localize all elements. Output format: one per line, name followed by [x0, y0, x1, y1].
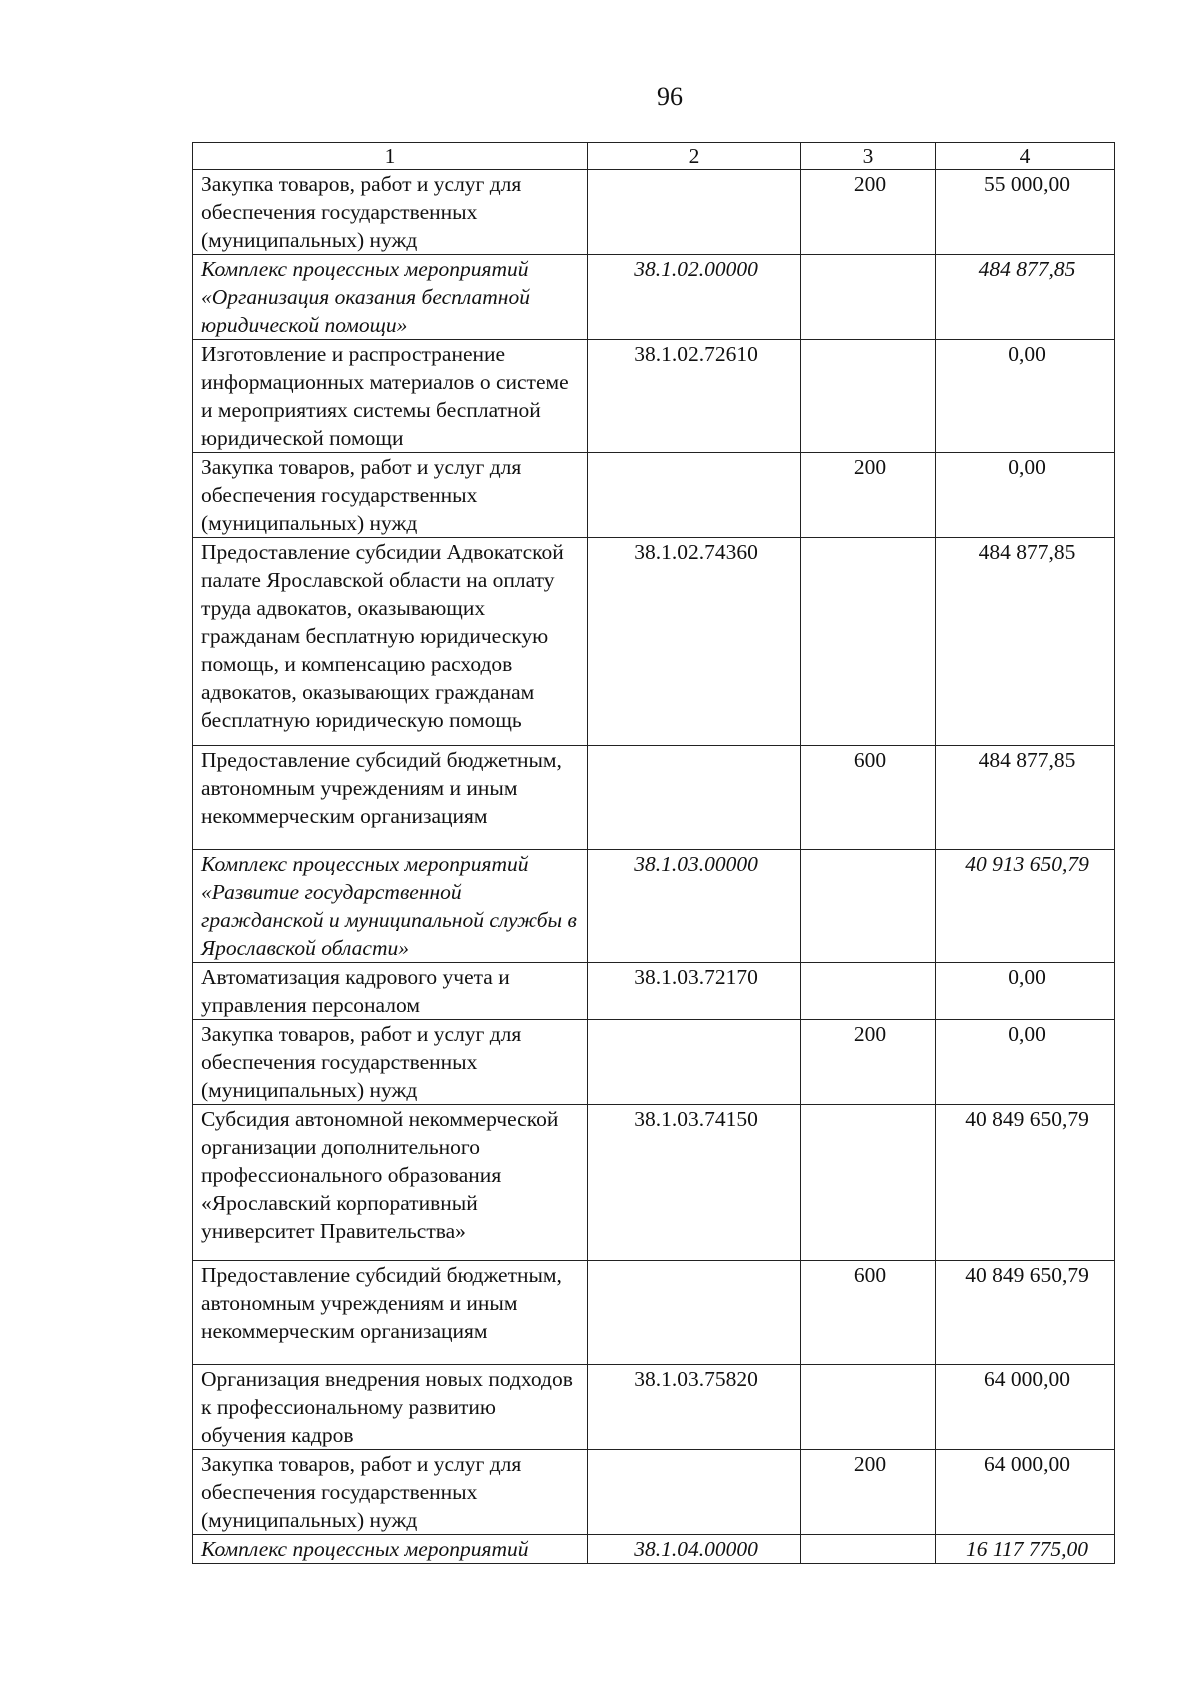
table-row — [193, 453, 1115, 538]
table-body — [193, 170, 1115, 1564]
table-row — [193, 1261, 1115, 1365]
row-type-cell: 200 — [801, 1020, 936, 1105]
row-name-cell: Закупка товаров, работ и услуг для обеспечения государственных (муниципальных) нужд — [193, 453, 588, 538]
table-row — [193, 746, 1115, 850]
table-row — [193, 963, 1115, 1020]
row-code-cell — [588, 1020, 801, 1105]
row-type-cell: 200 — [801, 453, 936, 538]
row-type-cell — [801, 1535, 936, 1564]
row-amount-cell: 484 877,85 — [936, 538, 1115, 746]
budget-table — [192, 142, 1115, 1564]
row-type-cell: 600 — [801, 746, 936, 850]
row-code-cell: 38.1.02.72610 — [588, 340, 801, 453]
row-name-cell: Предоставление субсидии Адвокатской палате Ярославской области на оплату труда адвокатов, оказывающих гражданам бесплатную юридическую помощь, и компенсацию расходов адвокатов, оказывающих гражданам бесплатную юридическую помощь — [193, 538, 588, 746]
row-name-cell: Закупка товаров, работ и услуг для обеспечения государственных (муниципальных) нужд — [193, 170, 588, 255]
row-type-cell — [801, 340, 936, 453]
row-type-cell — [801, 1105, 936, 1261]
row-type-cell — [801, 538, 936, 746]
table-row — [193, 1535, 1115, 1564]
row-name-cell: Субсидия автономной некоммерческой организации дополнительного профессионального образования «Ярославский корпоративный университет Правительства» — [193, 1105, 588, 1261]
table-row — [193, 255, 1115, 340]
row-amount-cell: 0,00 — [936, 340, 1115, 453]
table-row — [193, 1020, 1115, 1105]
row-amount-cell: 40 849 650,79 — [936, 1105, 1115, 1261]
page-number: 96 — [657, 82, 683, 111]
table-row — [193, 538, 1115, 746]
column-header: 3 — [801, 143, 936, 170]
row-amount-cell: 55 000,00 — [936, 170, 1115, 255]
row-type-cell — [801, 850, 936, 963]
row-amount-cell: 0,00 — [936, 1020, 1115, 1105]
row-code-cell — [588, 1450, 801, 1535]
row-amount-cell: 0,00 — [936, 963, 1115, 1020]
table-header-row — [193, 143, 1115, 170]
row-name-cell: Закупка товаров, работ и услуг для обеспечения государственных (муниципальных) нужд — [193, 1020, 588, 1105]
row-code-cell: 38.1.02.00000 — [588, 255, 801, 340]
row-amount-cell: 484 877,85 — [936, 255, 1115, 340]
column-header: 2 — [588, 143, 801, 170]
column-header: 1 — [193, 143, 588, 170]
row-code-cell: 38.1.04.00000 — [588, 1535, 801, 1564]
row-type-cell — [801, 1365, 936, 1450]
row-amount-cell: 16 117 775,00 — [936, 1535, 1115, 1564]
table-row — [193, 1450, 1115, 1535]
row-code-cell: 38.1.03.74150 — [588, 1105, 801, 1261]
table-row — [193, 340, 1115, 453]
row-code-cell — [588, 1261, 801, 1365]
row-amount-cell: 40 913 650,79 — [936, 850, 1115, 963]
row-name-cell: Комплекс процессных мероприятий «Развитие государственной гражданской и муниципальной службы в Ярославской области» — [193, 850, 588, 963]
row-code-cell: 38.1.03.72170 — [588, 963, 801, 1020]
row-name-cell: Предоставление субсидий бюджетным, автономным учреждениям и иным некоммерческим организациям — [193, 746, 588, 850]
row-type-cell: 600 — [801, 1261, 936, 1365]
row-name-cell: Предоставление субсидий бюджетным, автономным учреждениям и иным некоммерческим организациям — [193, 1261, 588, 1365]
row-amount-cell: 0,00 — [936, 453, 1115, 538]
table-row — [193, 1105, 1115, 1261]
row-code-cell: 38.1.02.74360 — [588, 538, 801, 746]
row-name-cell: Изготовление и распространение информационных материалов о системе и мероприятиях системы бесплатной юридической помощи — [193, 340, 588, 453]
table-row — [193, 170, 1115, 255]
row-name-cell: Организация внедрения новых подходов к профессиональному развитию обучения кадров — [193, 1365, 588, 1450]
row-amount-cell: 40 849 650,79 — [936, 1261, 1115, 1365]
row-type-cell — [801, 963, 936, 1020]
table-row — [193, 1365, 1115, 1450]
row-type-cell: 200 — [801, 170, 936, 255]
column-header: 4 — [936, 143, 1115, 170]
row-type-cell — [801, 255, 936, 340]
row-name-cell: Комплекс процессных мероприятий — [193, 1535, 588, 1564]
row-code-cell — [588, 453, 801, 538]
row-code-cell: 38.1.03.75820 — [588, 1365, 801, 1450]
row-amount-cell: 64 000,00 — [936, 1365, 1115, 1450]
row-code-cell: 38.1.03.00000 — [588, 850, 801, 963]
row-type-cell: 200 — [801, 1450, 936, 1535]
row-amount-cell: 64 000,00 — [936, 1450, 1115, 1535]
row-name-cell: Комплекс процессных мероприятий «Организация оказания бесплатной юридической помощи» — [193, 255, 588, 340]
row-name-cell: Закупка товаров, работ и услуг для обеспечения государственных (муниципальных) нужд — [193, 1450, 588, 1535]
table-row — [193, 850, 1115, 963]
row-amount-cell: 484 877,85 — [936, 746, 1115, 850]
row-name-cell: Автоматизация кадрового учета и управления персоналом — [193, 963, 588, 1020]
row-code-cell — [588, 746, 801, 850]
row-code-cell — [588, 170, 801, 255]
